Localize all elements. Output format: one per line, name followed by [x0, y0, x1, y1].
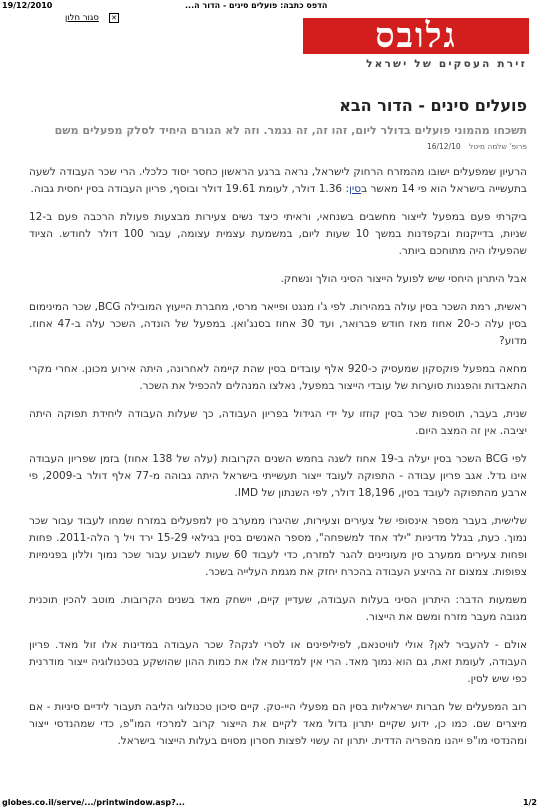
article-subhead: תשכחו מהמוני פועלים בדולר ליום, זהו זה, זה נגמר. וזה לא הגורם היחיד לסלק מפעלים משם: [54, 124, 527, 137]
article: [29, 96, 527, 761]
logo-tagline: זירת העסקים של ישראל: [366, 58, 527, 70]
article-headline: פועלים סינים - הדור הבא: [339, 96, 527, 115]
page-number: 1/2: [522, 798, 537, 807]
close-window-link[interactable]: סגור חלון: [65, 13, 99, 23]
globes-logo: גלובס: [303, 18, 529, 54]
article-byline: [29, 141, 527, 153]
article-paragraph: ראשית, רמת השכר בסין עולה במהירות. לפי ג'ו מנגט ופייאר מרסי, מחברת הייעוץ המובילה BCG, שכר המינימום בסין עלה כ-20 אחוז מאז חודש פברואר, ועד 30 אחוז בסנג'ואן. במפעל של הונדה, השכר עלה ב-47 אחוז. מדוע?: [29, 301, 527, 347]
print-date: 19/12/2010: [2, 1, 53, 10]
article-paragraph: משמעות הדבר: היתרון הסיני בעלות העבודה, שעדיין קיים, יישחק מאד בשנים הקרובות. מוטב להכין תוכנית מגובה מעבר מזרח ומשם את הייצור.: [29, 594, 527, 623]
paragraph-text: הרעיון שמפעלים ישובו מהמזרח הרחוק לישראל, נראה ברגע הראשון כחסר יסוד כלכלי. הרי שכר העבודה לשעה בתעשייה בישראל הוא פי 14 מאשר ב: [29, 166, 527, 195]
china-link[interactable]: סין: [349, 183, 362, 195]
paragraph-text: : 1.36 דולר, לעומת 19.61 דולר ובוסף, פריון העבודה בסין יחסית גבוה.: [30, 183, 350, 195]
author-name: שלמה מיטל: [469, 142, 507, 151]
byline-prefix: פרופ': [509, 142, 527, 151]
article-paragraph: אבל היתרון היחסי שיש לפועל הייצור הסיני הולך ונשחק.: [280, 273, 527, 285]
print-url: globes.co.il/serve/.../printwindow.asp?...: [2, 798, 185, 807]
print-footer: [0, 797, 539, 809]
article-paragraph: שנית, בעבר, תוספות שכר בסין קוזזו על ידי הגידול בפריון העבודה, כך שעלות העבודה ליחידת תפוקה היתה יציבה. אין זה המצב היום.: [29, 408, 527, 437]
article-paragraph: אולם - להעביר לאן? אולי לוויטנאם, לפיליפינים או לסרי לנקה? שכר העבודה במדינות אלו זול מאד. פריון העבודה, לעומת זאת, גם הוא נמוך מאד. הרי אין למדינות אלו את כמות ההון שהושקע בטכנולוגיה ייצור מודרנית כפי שיש לסין.: [29, 639, 527, 685]
article-paragraph: לפי BCG השכר בסין יעלה ב-19 אחוז לשנה בחמש השנים הקרובות (עלה של 138 אחוז) בזמן שפריון העבודה אינו גדל. אגב פריון עבודה - התפוקה לעובד ייצור תעשייתי בישראל היתה גבוהה מ-77 אלף דולר ב-2009, פי ארבע מהתפוקה לעובד בסין, 18,196 דולר, לפי השנתון של IMD.: [29, 453, 528, 499]
article-paragraph: מחאה במפעל פוקסקון שמעסיק כ-920 אלף עובדים בסין שהת קיימה לאחרונה, היתה אירוע מכונן. אחרי מקרי התאבדות והפגנות סוערות של עובדי הייצור במפעל, נאלצו המנהלים להכפיל את השכר.: [29, 363, 527, 392]
article-paragraph: שלישית, בעבר מספר אינסופי של צעירים וצעירות, שהיגרו ממערב סין למפעלים במזרח שמחו לעבוד עבור שכר נמוך. כעת, בגלל מדיניות "ילד אחד למשפחה", מספר האנשים בסין בגילאי 15-29 ירד ויל ך הלה-2011. פחות ופחות צעירים ממערב סין מעוניינים להגר למזרח, כדי לעבוד 60 שעות לשבוע עבור שכר נמוך וללון בפנימיות צפופות. צמצום זה בהיצע העבודה בהכרח יחזק את מגמת העלייה בשכר.: [29, 515, 527, 578]
article-paragraph: [29, 164, 527, 198]
article-paragraph: רוב המפעלים של חברות ישראליות בסין הם מפעלי היי-טק. קיים סיכון טכנולוגי הליבה תעבור לידיים סיניות - אם מיצרים שם. כמו כן, ידוע שקיים יתרון גדול מאד לקיים את הייצור קרוב למרכזי המו"פ, כדי שמהנדסי ייצור ומהנדסי מו"פ ייהנו מהפריה הדדית. יתרון זה עשוי לפצות חסרון מסוים בעלות הייצור בישראל.: [29, 701, 527, 747]
print-header: [0, 0, 539, 12]
print-page-title: הדפס כתבה: פועלים סינים - הדור ה...: [185, 1, 328, 10]
article-paragraph: ביקרתי פעם במפעל לייצור מחשבים בשנחאי, וראיתי כיצד נשים צעירות מבצעות פעולת הרכבה פעם ב-12 שניות, בדייקנות ובקפדנות במשך 10 שעות ליום, במשמעת עצמית עצומה, עבור 100 דולר לחודש. הציוד שהפעילו היה מתוחכם ביותר.: [29, 211, 527, 257]
article-date: 16/12/10: [426, 142, 461, 151]
close-box-icon[interactable]: ✕: [109, 13, 119, 23]
